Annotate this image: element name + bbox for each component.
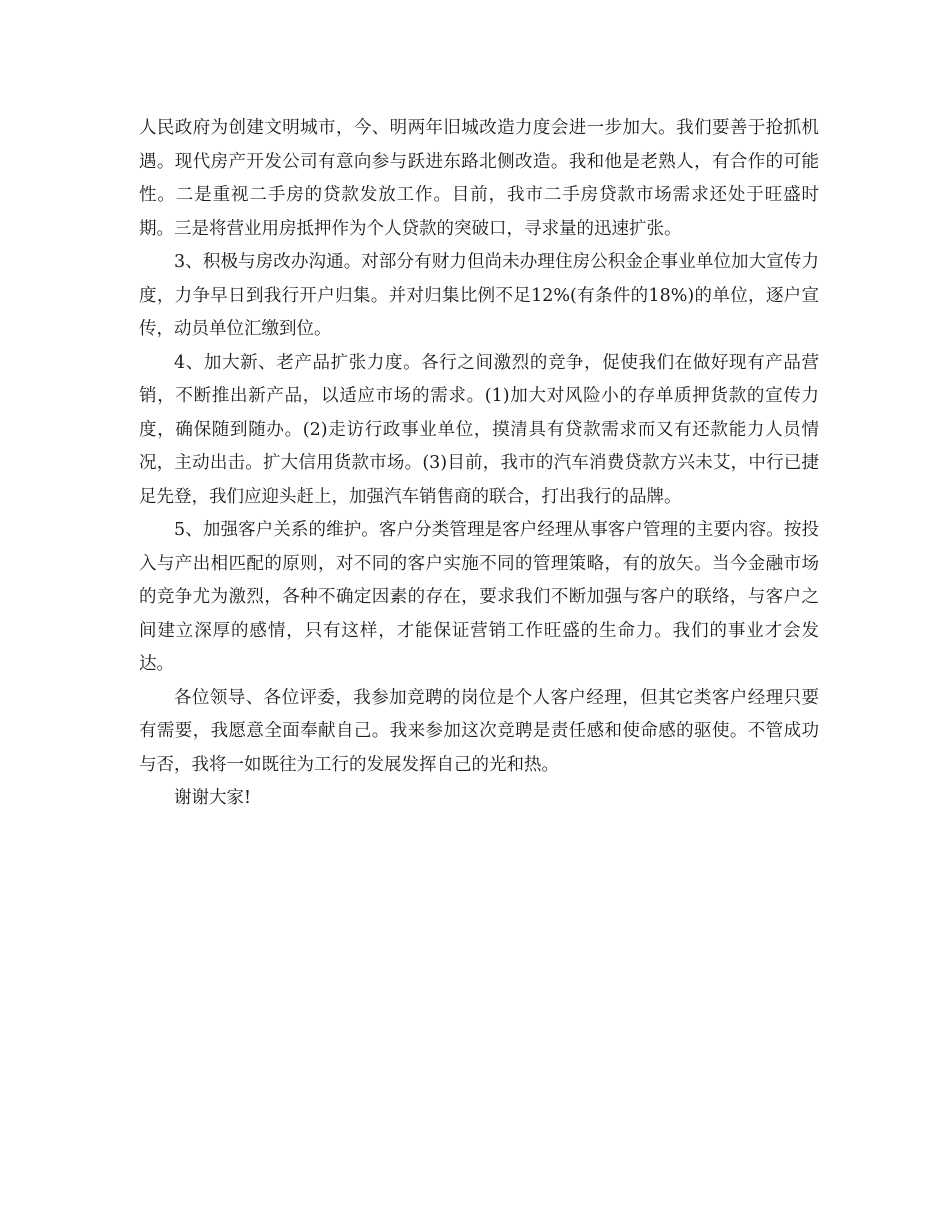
paragraph-item-3: 3、积极与房改办沟通。对部分有财力但尚未办理住房公积金企事业单位加大宣传力度，力争早日到我行开户归集。并对归集比例不足12%(有条件的18%)的单位，逐户宣传，动员单位汇缴到位。 — [139, 252, 819, 339]
paragraph-item-4: 4、加大新、老产品扩张力度。各行之间激烈的竞争，促使我们在做好现有产品营销，不断推出新产品，以适应市场的需求。(1)加大对风险小的存单质押货款的宣传力度，确保随到随办。(2)走访行政事业单位，摸清具有贷款需求而又有还款能力人员情况，主动出击。扩大信用货款市场。(3)目前，我市的汽车消费贷款方兴未艾，中行已捷足先登，我们应迎头赶上，加强汽车销售商的联合，打出我行的品牌。 — [139, 352, 819, 507]
paragraph-item-5: 5、加强客户关系的维护。客户分类管理是客户经理从事客户管理的主要内容。按投入与产出相匹配的原则，对不同的客户实施不同的管理策略，有的放矢。当今金融市场的竞争尤为激烈，各种不确定因素的存在，要求我们不断加强与客户的联络，与客户之间建立深厚的感情，只有这样，才能保证营销工作旺盛的生命力。我们的事业才会发达。 — [139, 520, 819, 674]
paragraph-continuation: 人民政府为创建文明城市，今、明两年旧城改造力度会进一步加大。我们要善于抢抓机遇。现代房产开发公司有意向参与跃进东路北侧改造。我和他是老熟人，有合作的可能性。二是重视二手房的贷款发放工作。目前，我市二手房贷款市场需求还处于旺盛时期。三是将营业用房抵押作为个人贷款的突破口，寻求量的迅速扩张。 — [139, 118, 819, 239]
document-body — [139, 112, 819, 816]
paragraph-thanks: 谢谢大家! — [174, 788, 252, 808]
paragraph-closing-statement: 各位领导、各位评委，我参加竞聘的岗位是个人客户经理，但其它类客户经理只要有需要，我愿意全面奉献自己。我来参加这次竞聘是责任感和使命感的驱使。不管成功与否，我将一如既往为工行的发展发挥自己的光和热。 — [139, 687, 819, 775]
